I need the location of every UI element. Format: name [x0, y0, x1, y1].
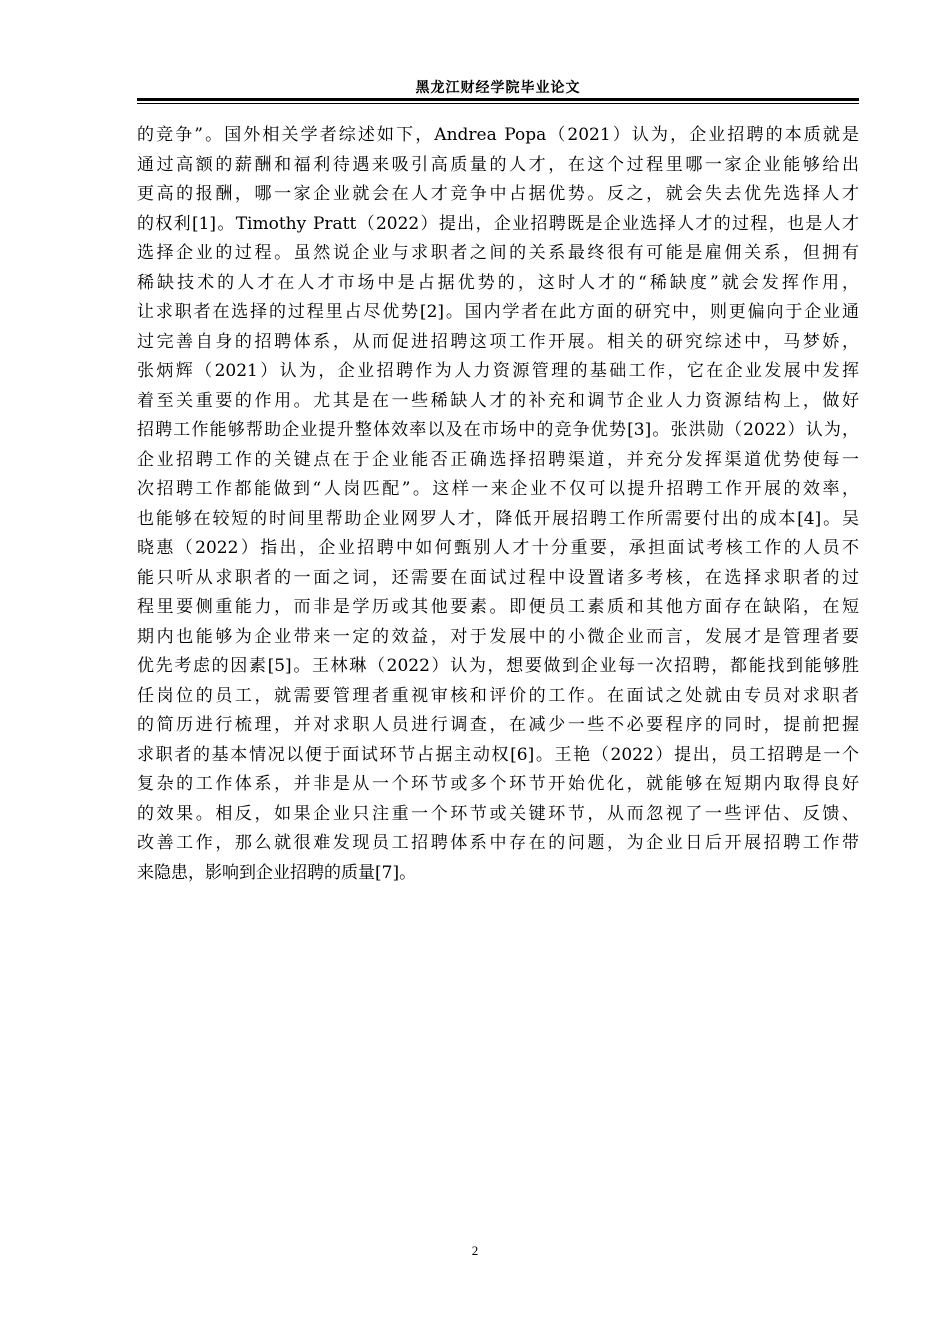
text-line: 能只听从求职者的一面之词，还需要在面试过程中设置诸多考核，在选择求职者的过: [137, 567, 859, 588]
text-line: 晓惠（2022）指出，企业招聘中如何甄别人才十分重要，承担面试考核工作的人员不: [137, 538, 859, 558]
text-line: 来隐患，影响到企业招聘的质量[7]。: [137, 862, 417, 883]
text-line: 通过高额的薪酬和福利待遇来吸引高质量的人才，在这个过程里哪一家企业能够给出: [137, 154, 859, 175]
text-line: 的竞争”。国外相关学者综述如下，Andrea Popa（2021）认为，企业招聘的本质就是: [137, 125, 859, 145]
text-line: 的简历进行梳理，并对求职人员进行调查，在减少一些不必要程序的同时，提前把握: [137, 715, 859, 735]
header-rule-thick: [137, 98, 859, 101]
text-line: 张炳辉（2021）认为，企业招聘作为人力资源管理的基础工作，它在企业发展中发挥: [137, 361, 859, 381]
text-line: 求职者的基本情况以便于面试环节占据主动权[6]。王艳（2022）提出，员工招聘是一个: [137, 744, 859, 765]
text-line: 次招聘工作都能做到“人岗匹配”。这样一来企业不仅可以提升招聘工作开展的效率，: [137, 479, 859, 499]
text-line: 招聘工作能够帮助企业提升整体效率以及在市场中的竞争优势[3]。张洪勋（2022）认为，: [137, 420, 859, 440]
text-line: 优先考虑的因素[5]。王林琳（2022）认为，想要做到企业每一次招聘，都能找到能够胜: [137, 656, 859, 676]
text-line: 任岗位的员工，就需要管理者重视审核和评价的工作。在面试之处就由专员对求职者: [137, 685, 859, 706]
text-line: 的效果。相反，如果企业只注重一个环节或关键环节，从而忽视了一些评估、反馈、: [137, 803, 859, 824]
text-line: 也能够在较短的时间里帮助企业网罗人才，降低开展招聘工作所需要付出的成本[4]。吴: [137, 508, 859, 529]
text-line: 复杂的工作体系，并非是从一个环节或多个环节开始优化，就能够在短期内取得良好: [137, 774, 859, 794]
text-line: 改善工作，那么就很难发现员工招聘体系中存在的问题，为企业日后开展招聘工作带: [137, 833, 859, 853]
text-line: 的权利[1]。Timothy Pratt（2022）提出，企业招聘既是企业选择人才的过程，也是人才: [137, 213, 859, 234]
text-line: 着至关重要的作用。尤其是在一些稀缺人才的补充和调节企业人力资源结构上，做好: [137, 390, 859, 411]
header-rule-thin: [137, 103, 859, 104]
page-number: 2: [471, 1243, 479, 1258]
text-line: 更高的报酬，哪一家企业就会在人才竞争中占据优势。反之，就会失去优先选择人才: [137, 184, 859, 204]
text-line: 选择企业的过程。虽然说企业与求职者之间的关系最终很有可能是雇佣关系，但拥有: [137, 243, 859, 263]
text-line: 程里要侧重能力，而非是学历或其他要素。即便员工素质和其他方面存在缺陷，在短: [137, 597, 859, 617]
text-line: 期内也能够为企业带来一定的效益，对于发展中的小微企业而言，发展才是管理者要: [137, 626, 859, 647]
text-line: 让求职者在选择的过程里占尽优势[2]。国内学者在此方面的研究中，则更偏向于企业通: [137, 302, 859, 322]
body-paragraph: [137, 121, 859, 888]
text-line: 稀缺技术的人才在人才市场中是占据优势的，这时人才的“稀缺度”就会发挥作用，: [137, 272, 859, 293]
text-line: 企业招聘工作的关键点在于企业能否正确选择招聘渠道，并充分发挥渠道优势使每一: [137, 449, 859, 470]
page-header-title: 黑龙江财经学院毕业论文: [415, 80, 581, 96]
text-line: 过完善自身的招聘体系，从而促进招聘这项工作开展。相关的研究综述中，马梦娇，: [137, 331, 859, 352]
